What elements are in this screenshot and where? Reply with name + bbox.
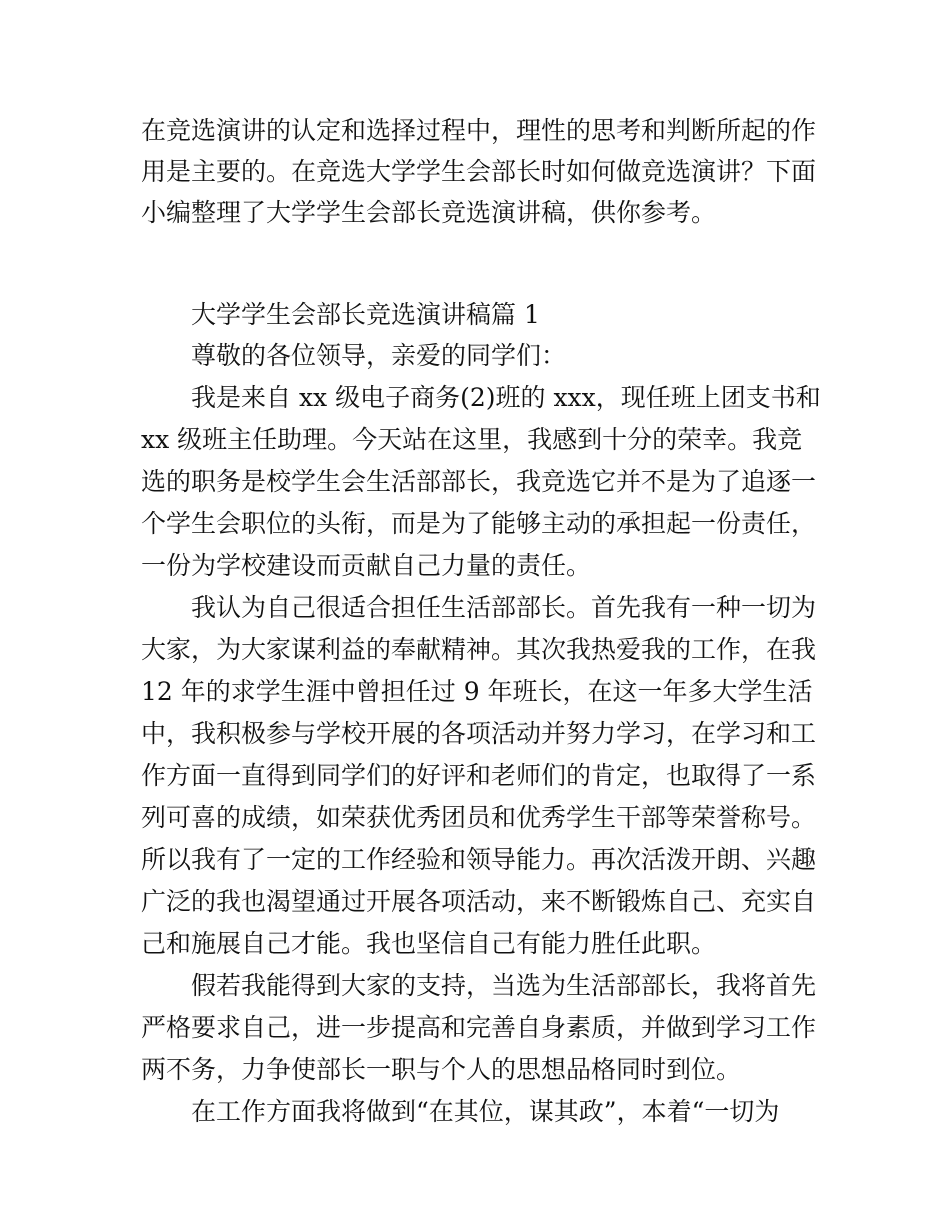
document-body [141,110,821,1133]
paragraph-line: 列可喜的成绩，如荣获优秀团员和优秀学生干部等荣誉称号。 [141,803,817,832]
paragraph-2 [141,587,817,965]
intro-line: 在竞选演讲的认定和选择过程中，理性的思考和判断所起的作 [141,116,817,145]
paragraph-1 [141,377,821,587]
section-spacer [141,233,811,294]
intro-line: 用是主要的。在竞选大学学生会部长时如何做竞选演讲？下面 [141,157,817,186]
paragraph-line: 两不务，力争使部长一职与个人的思想品格同时到位。 [141,1055,742,1084]
paragraph-line: 在工作方面我将做到“在其位，谋其政”，本着“一切为 [191,1097,780,1126]
paragraph-line: 一份为学校建设而贡献自己力量的责任。 [141,551,592,580]
paragraph-line: 大家，为大家谋利益的奉献精神。其次我热爱我的工作，在我 [141,635,817,664]
paragraph-line: 作方面一直得到同学们的好评和老师们的肯定，也取得了一系 [141,761,817,790]
paragraph-line: xx 级班主任助理。今天站在这里，我感到十分的荣幸。我竞 [141,425,803,454]
intro-paragraph [141,110,817,233]
paragraph-line: 我认为自己很适合担任生活部部长。首先我有一种一切为 [191,593,817,622]
paragraph-line: 选的职务是校学生会生活部部长，我竞选它并不是为了追逐一 [141,467,817,496]
paragraph-line: 所以我有了一定的工作经验和领导能力。再次活泼开朗、兴趣 [141,845,817,874]
paragraph-line: 己和施展自己才能。我也坚信自己有能力胜任此职。 [141,929,717,958]
paragraph-line: 个学生会职位的头衔，而是为了能够主动的承担起一份责任， [141,509,817,538]
intro-line: 小编整理了大学学生会部长竞选演讲稿，供你参考。 [141,198,717,227]
paragraph-3 [141,965,817,1091]
greeting: 尊敬的各位领导，亲爱的同学们： [191,341,567,370]
paragraph-line: 12 年的求学生涯中曾担任过 9 年班长，在这一年多大学生活 [141,677,813,706]
article-title: 大学学生会部长竞选演讲稿篇 1 [191,300,540,329]
paragraph-line: 广泛的我也渴望通过开展各项活动，来不断锻炼自己、充实自 [141,887,817,916]
paragraph-4 [141,1091,811,1133]
paragraph-line: 我是来自 xx 级电子商务(2)班的 xxx，现任班上团支书和 [191,383,821,412]
paragraph-line: 假若我能得到大家的支持，当选为生活部部长，我将首先 [191,971,817,1000]
paragraph-line: 严格要求自己，进一步提高和完善自身素质，并做到学习工作 [141,1013,817,1042]
paragraph-line: 中，我积极参与学校开展的各项活动并努力学习，在学习和工 [141,719,817,748]
